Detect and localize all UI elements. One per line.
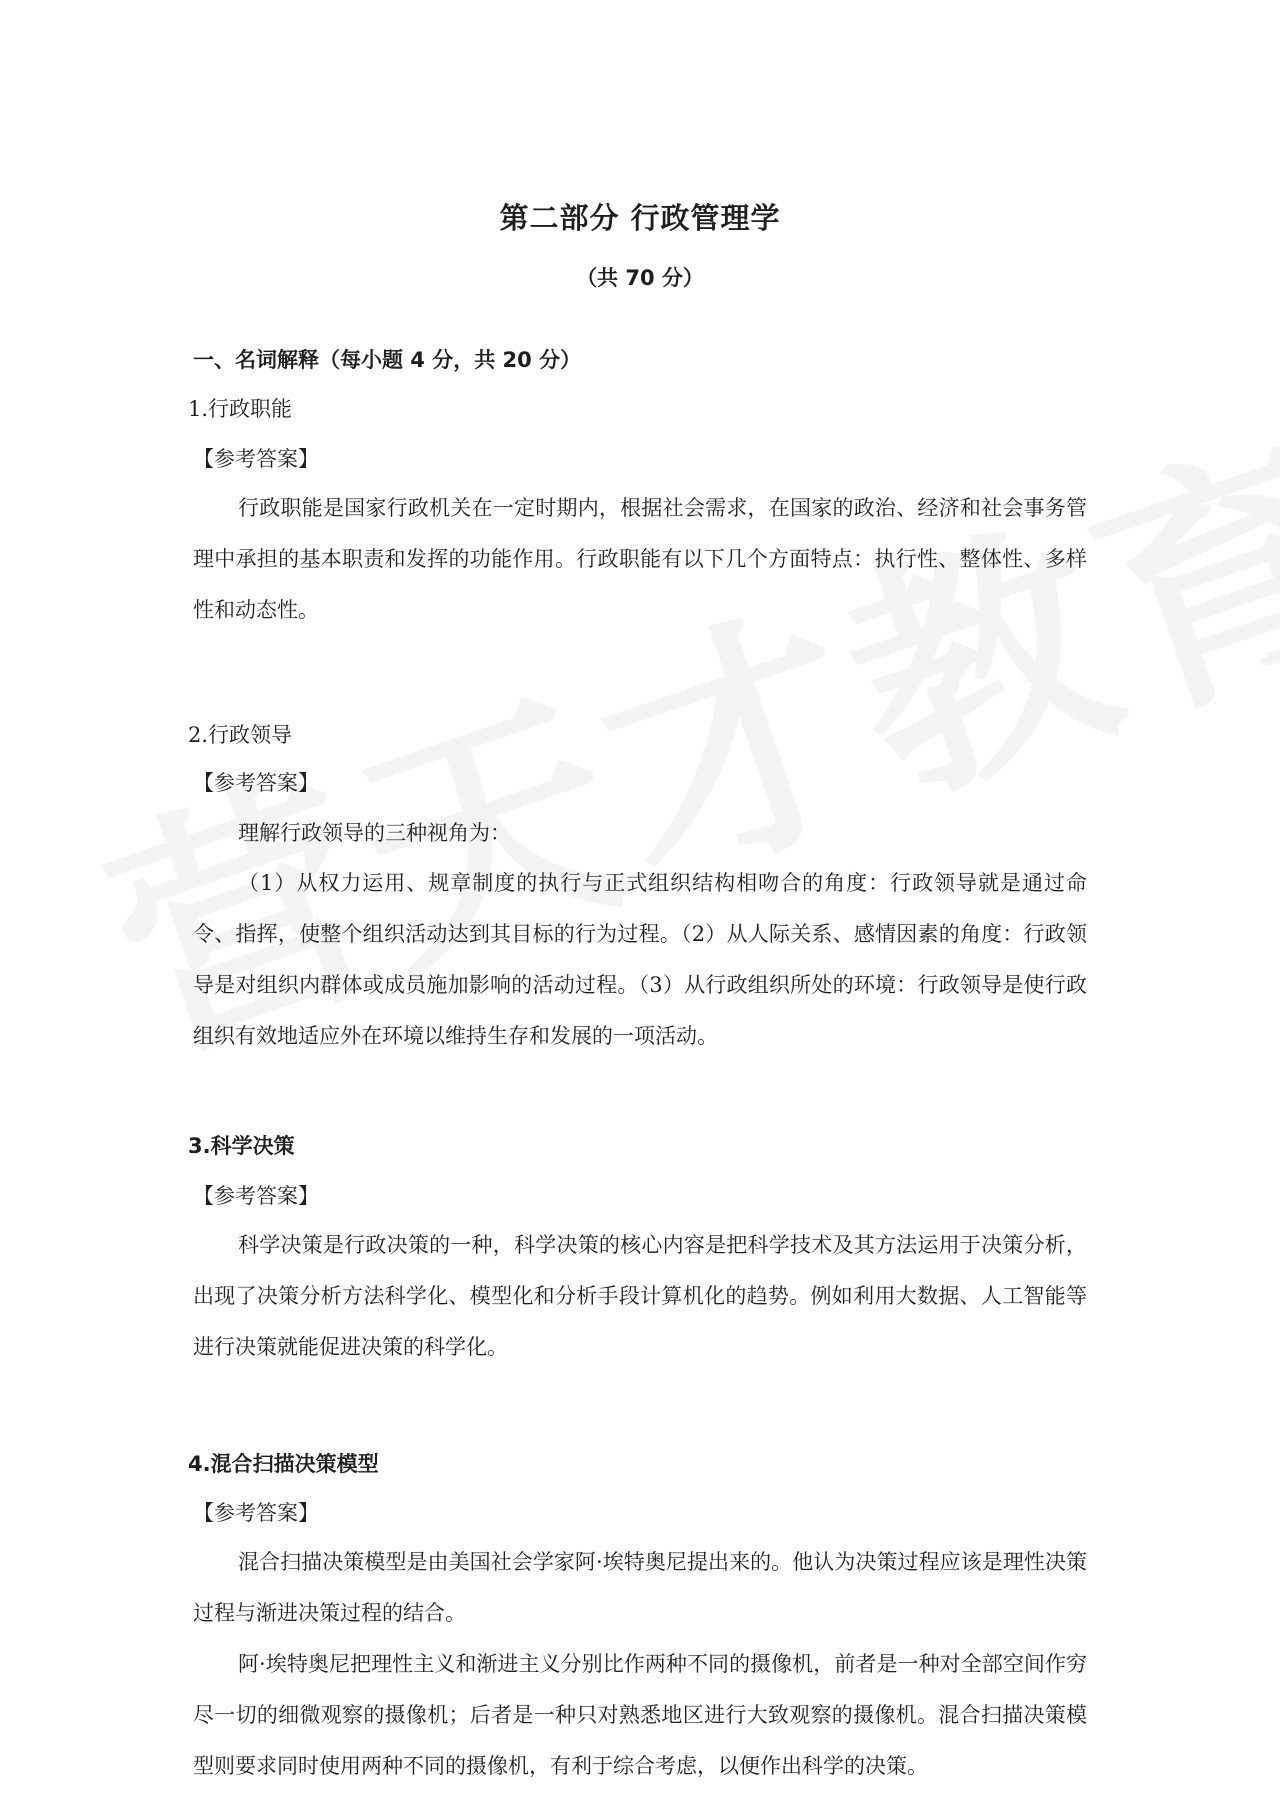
page-title: 第二部分 行政管理学 (499, 201, 781, 235)
question-1-answer-paragraph: 行政职能是国家行政机关在一定时期内，根据社会需求，在国家的政治、经济和社会事务管理中承担的基本职责和发挥的功能作用。行政职能有以下几个方面特点：执行性、整体性、多样性和动态性。 (193, 496, 1087, 622)
question-2-title: 2.行政领导 (188, 723, 293, 747)
question-2-answer-paragraph: （1）从权力运用、规章制度的执行与正式组织结构相吻合的角度：行政领导就是通过命令、指挥，使整个组织活动达到其目标的行为过程。（2）从人际关系、感情因素的角度：行政领导是对组织内群体或成员施加影响的活动过程。（3）从行政组织所处的环境：行政领导是使行政组织有效地适应外在环境以维持生存和发展的一项活动。 (193, 871, 1087, 1048)
page-subtitle: （共 70 分） (576, 266, 704, 290)
question-3-answer-paragraph: 科学决策是行政决策的一种，科学决策的核心内容是把科学技术及其方法运用于决策分析，出现了决策分析方法科学化、模型化和分析手段计算机化的趋势。例如利用大数据、人工智能等进行决策就能促进决策的科学化。 (193, 1233, 1087, 1359)
question-3-answer-label: 【参考答案】 (193, 1184, 319, 1208)
section-heading: 一、名词解释（每小题 4 分，共 20 分） (193, 348, 582, 372)
question-1-title: 1.行政职能 (188, 397, 293, 421)
question-1-answer-label: 【参考答案】 (193, 447, 319, 471)
question-4-answer-label: 【参考答案】 (193, 1501, 319, 1525)
question-2-answer-label: 【参考答案】 (193, 771, 319, 795)
question-3-title: 3.科学决策 (188, 1134, 295, 1158)
question-2-answer-intro: 理解行政领导的三种视角为： (238, 821, 511, 845)
question-4-title: 4.混合扫描决策模型 (188, 1452, 379, 1476)
question-4-answer-paragraph-2: 阿·埃特奥尼把理性主义和渐进主义分别比作两种不同的摄像机，前者是一种对全部空间作穷尽一切的细微观察的摄像机；后者是一种只对熟悉地区进行大致观察的摄像机。混合扫描决策模型则要求同时使用两种不同的摄像机，有利于综合考虑，以便作出科学的决策。 (193, 1652, 1087, 1778)
question-4-answer-paragraph-1: 混合扫描决策模型是由美国社会学家阿·埃特奥尼提出来的。他认为决策过程应该是理性决策过程与渐进决策过程的结合。 (193, 1550, 1087, 1625)
